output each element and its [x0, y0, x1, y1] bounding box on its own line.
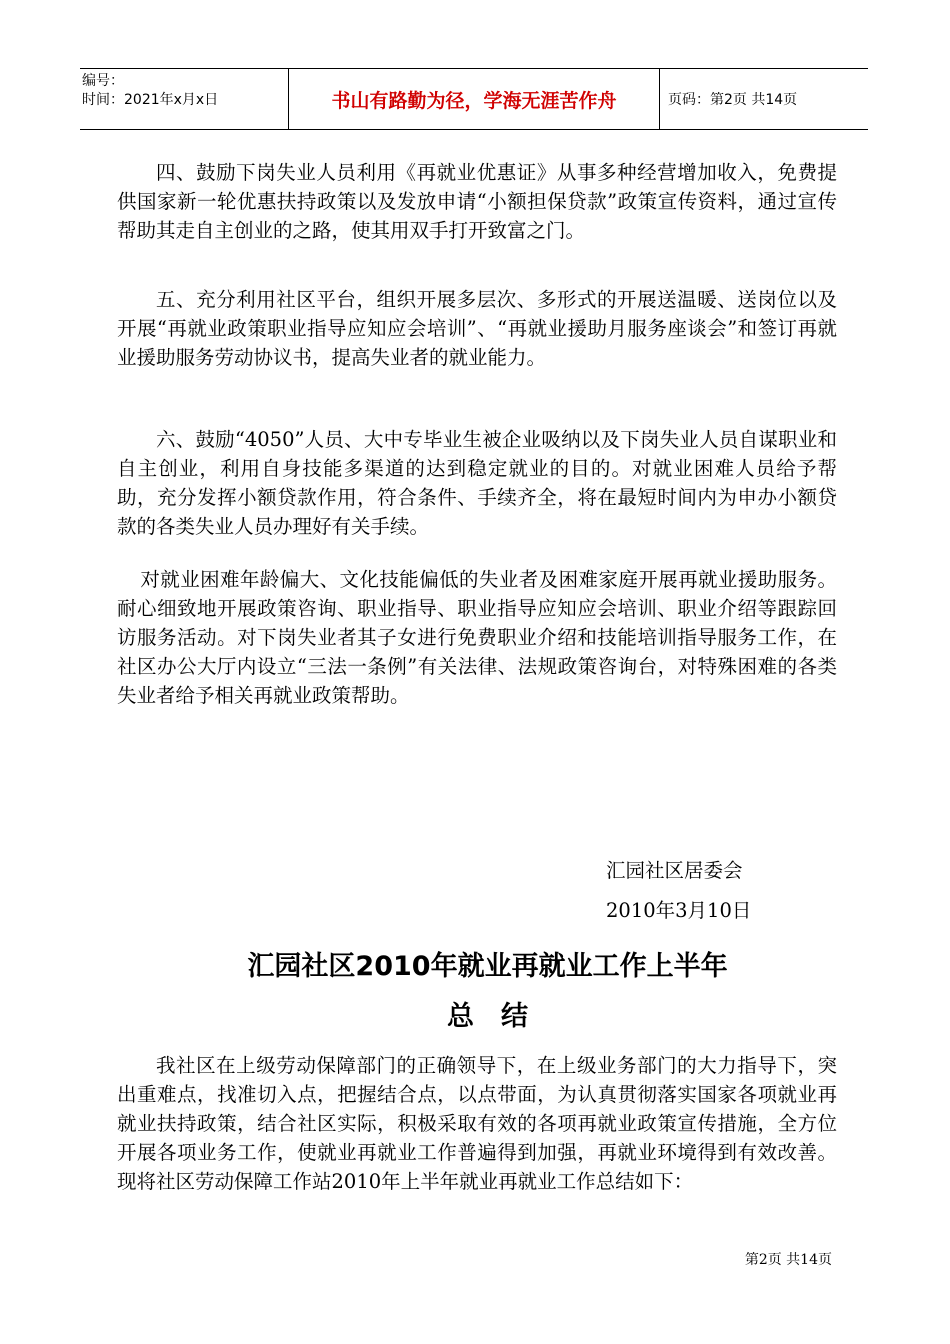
summary-title-line2: 总 结	[447, 1001, 528, 1032]
signature-org: 汇园社区居委会	[606, 859, 743, 882]
paragraph-4: 四、鼓励下岗失业人员利用《再就业优惠证》从事多种经营增加收入，免费提供国家新一轮优惠扶持政策以及发放申请“小额担保贷款”政策宣传资料，通过宣传帮助其走自主创业的之路，使其用双手打开致富之门。	[117, 161, 837, 242]
header-motto: 书山有路勤为径，学海无涯苦作舟	[288, 69, 660, 129]
paragraph-6: 六、鼓励“4050”人员、大中专毕业生被企业吸纳以及下岗失业人员自谋职业和自主创业，利用自身技能多渠道的达到稳定就业的目的。对就业困难人员给予帮助，充分发挥小额贷款作用，符合条件、手续齐全，将在最短时间内为申办小额贷款的各类失业人员办理好有关手续。	[117, 428, 837, 538]
document-header	[80, 68, 868, 130]
page-footer: 第2页 共14页	[744, 1252, 832, 1268]
header-meta	[80, 69, 288, 129]
doc-date: 时间：2021年x月x日	[82, 92, 219, 108]
signature-date: 2010年3月10日	[606, 899, 752, 922]
summary-title: 汇园社区2010年就业再就业工作上半年	[247, 951, 728, 982]
paragraph-assistance: 对就业困难年龄偏大、文化技能偏低的失业者及困难家庭开展再就业援助服务。耐心细致地开展政策咨询、职业指导、职业指导应知应会培训、职业介绍等跟踪回访服务活动。对下岗失业者其子女进行免费职业介绍和技能培训指导服务工作，在社区办公大厅内设立“三法一条例”有关法律、法规政策咨询台，对特殊困难的各类失业者给予相关再就业政策帮助。	[117, 568, 837, 707]
intro-paragraph: 我社区在上级劳动保障部门的正确领导下，在上级业务部门的大力指导下，突出重难点，找准切入点，把握结合点，以点带面，为认真贯彻落实国家各项就业再就业扶持政策，结合社区实际，积极采取有效的各项再就业政策宣传措施，全方位开展各项业务工作，使就业再就业工作普遍得到加强，再就业环境得到有效改善。现将社区劳动保障工作站2010年上半年就业再就业工作总结如下：	[117, 1054, 837, 1193]
doc-number-label: 编号：	[82, 73, 124, 89]
paragraph-5: 五、充分利用社区平台，组织开展多层次、多形式的开展送温暖、送岗位以及开展“再就业政策职业指导应知应会培训”、“再就业援助月服务座谈会”和签订再就业援助服务劳动协议书，提高失业者的就业能力。	[117, 288, 837, 369]
header-page-info: 页码：第2页 共14页	[668, 92, 798, 108]
